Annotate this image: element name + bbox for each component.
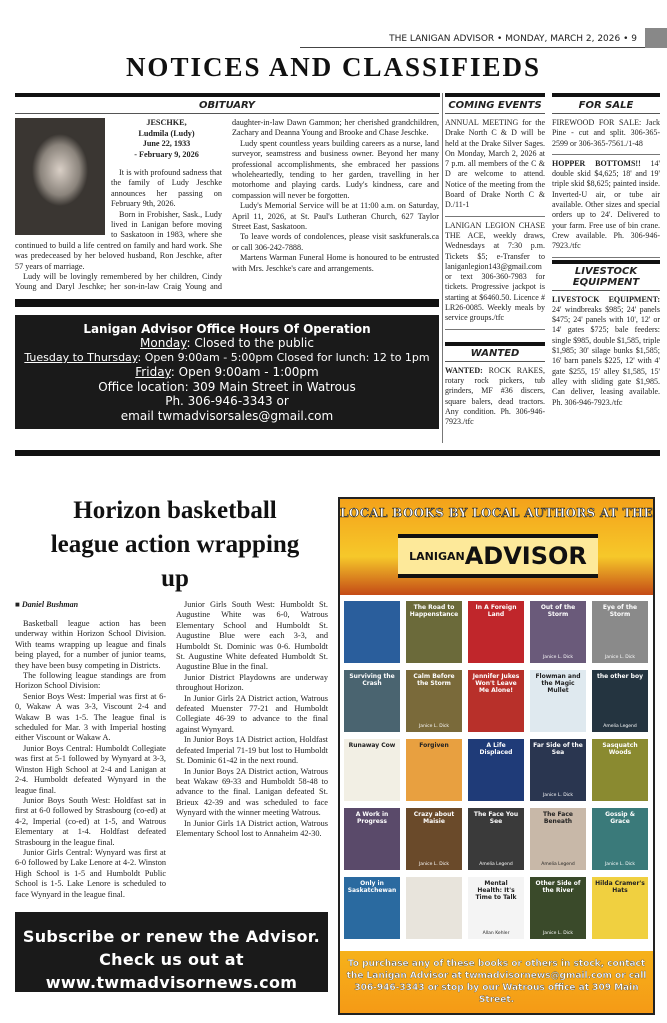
- book-title: Out of the Storm: [540, 604, 576, 618]
- book-cover: [468, 670, 524, 732]
- book-cover: [406, 739, 462, 801]
- book-cover: [592, 877, 648, 939]
- subscribe-banner[interactable]: Subscribe or renew the Advisor. Check us out at www.twmadvisornews.com: [15, 912, 328, 992]
- tuesday-thursday-hours: : Open 9:00am - 5:00pm Closed for lunch: 12 to 1pm: [137, 350, 430, 364]
- birth-date: June 22, 1933: [142, 139, 191, 148]
- surname: JESCHKE,: [146, 118, 187, 127]
- ad-lead: HOPPER BOTTOMS!!: [552, 158, 641, 168]
- for-sale-heading: FOR SALE: [552, 98, 660, 114]
- book-title: A Life Displaced: [479, 742, 513, 756]
- page-tab: [645, 28, 667, 48]
- book-title: Only in Saskatchewan: [347, 880, 397, 894]
- divider: [445, 93, 545, 97]
- article-paragraph: In Junior Girls 2A District action, Watrous defeated Muenster 77-21 and Humboldt Collegiate 46-39 to advance to the final against Wynyard.: [176, 693, 328, 734]
- ad-text: 24' windbreaks $985; 24' panels $475; 24' panels with 10', 12' or 14' gates $725; bale feeders: single $985, double $1,585, triple $1,985; 30' silage bunks $1,585; 16' barn panels $225, 12' with 4' gate $255, 15' alley $1,585, 15' alley with sliding gate $1,985. Can deliver, leasing available. Ph. 306-946-7923./tfc: [552, 304, 660, 407]
- classified-ad: ANNUAL MEETING for the Drake North C & D will be held at the Drake Silver Sages. On Monday, March 2, 2026 at 7 p.m. all members of the C & D are welcome to attend. Notice of the meeting from the Board of Drake North C & D./11-1: [445, 114, 545, 217]
- books-ad-header: [340, 499, 653, 595]
- book-author: Janice L. Dick: [542, 931, 574, 936]
- book-author: Janice L. Dick: [604, 655, 636, 660]
- book-title: A Work in Progress: [355, 811, 389, 825]
- book-title: In A Foreign Land: [475, 604, 517, 618]
- book-author: Janice L. Dick: [604, 862, 636, 867]
- book-author: Amelia Legend: [603, 724, 637, 729]
- book-cover: [530, 739, 586, 801]
- book-author: Janice L. Dick: [542, 655, 574, 660]
- obituary-paragraph: Born in Frobisher, Sask., Ludy lived in Lanigan before moving to Saskatoon in 1983, where she continued to build a life centred on family and hard work. She was predeceased by her beloved husband, Ron Jeschke, after 57 years of marriage.: [15, 209, 222, 271]
- logo-big-text: ADVISOR: [464, 542, 587, 570]
- death-date: - February 9, 2026: [134, 149, 199, 159]
- book-cover: [406, 808, 462, 870]
- byline-name: Daniel Bushman: [21, 600, 79, 609]
- book-cover: [592, 670, 648, 732]
- article-paragraph: In Junior Boys 2A District action, Watrous beat Wakaw 69-33 and Humboldt 58-48 to advance to the final. Lanigan defeated St. Brieux 42-39 and was scheduled to face Wynyard with the winner meeting Watrous.: [176, 766, 328, 818]
- wanted-heading: WANTED: [445, 346, 545, 362]
- left-notices-stack: [15, 98, 439, 429]
- classified-ad: [552, 114, 660, 155]
- book-cover: [406, 670, 462, 732]
- divider: [552, 93, 660, 97]
- book-cover: [468, 601, 524, 663]
- books-ad-headline: LOCAL BOOKS BY LOCAL AUTHORS AT THE: [340, 506, 653, 520]
- book-cover: [344, 808, 400, 870]
- given-name: Ludmila (Ludy): [138, 128, 195, 138]
- ad-lead: WANTED:: [445, 365, 483, 375]
- book-title: The Road to Happenstance: [409, 604, 459, 618]
- livestock-ad: [552, 291, 660, 413]
- book-title: Flowman and the Magic Mullet: [535, 673, 581, 694]
- running-head: THE LANIGAN ADVISOR • MONDAY, MARCH 2, 2026 • 9: [389, 34, 637, 44]
- article-paragraph: Junior District Playdowns are underway throughout Horizon.: [176, 672, 328, 693]
- book-title: Forgiven: [419, 742, 449, 749]
- article-paragraph: Basketball league action has been underway within Horizon School Division. With teams wrapping up league and finals being played, for a number of junior teams, they have been busy competing in Districts.: [15, 619, 166, 670]
- local-books-ad: [338, 497, 655, 1015]
- book-title: Jennifer Jukes Won't Leave Me Alone!: [472, 673, 520, 694]
- book-title: Calm Before the Storm: [413, 673, 455, 687]
- book-cover: [530, 670, 586, 732]
- book-cover: [344, 877, 400, 939]
- book-title: Runaway Cow: [348, 742, 396, 749]
- livestock-heading: LIVESTOCK EQUIPMENT: [552, 264, 660, 291]
- classified-ad: [552, 155, 660, 258]
- divider: [15, 450, 660, 456]
- monday-hours: : Closed to the public: [186, 336, 314, 351]
- book-cover: [592, 739, 648, 801]
- book-cover: [344, 601, 400, 663]
- divider: [15, 93, 440, 97]
- book-author: Janice L. Dick: [418, 724, 450, 729]
- wanted-ad: [445, 362, 545, 433]
- office-phone: Ph. 306-946-3343 or: [165, 394, 289, 409]
- book-cover: [530, 601, 586, 663]
- ad-lead: LIVESTOCK EQUIPMENT:: [552, 294, 660, 304]
- article-paragraph: Senior Boys West: Imperial was first at 6-0, Wakaw A was 3-3, Viscount 2-4 and Wakaw B was 1-5. The league final is scheduled for Mar. 3 with Imperial hosting either Viscount or Wakaw A.: [15, 691, 166, 743]
- logo-small-text: LANIGAN: [409, 549, 465, 563]
- article-paragraph: Junior Boys South West: Holdfast sat in first at 6-0 followed by Strasbourg (co-ed) at 4-2, Imperial (co-ed) at 1-5, and Watrous Elementary at 1-4. Holdfast defeated Strasbourg in the league final.: [15, 795, 166, 847]
- obituary: [15, 98, 439, 293]
- book-title: Sasquatch Woods: [602, 742, 638, 756]
- column-rule: [442, 93, 443, 443]
- article-paragraph: Junior Girls South West: Humboldt St. Augustine White was 6-0, Watrous Elementary School and Humboldt St. Augustine Blue were each 3-3, and Humboldt St. Dominic was 0-6. Humboldt St. Augustine White defeated Humboldt St. Augustine Blue in the final.: [176, 600, 328, 672]
- friday-label: Friday: [135, 365, 171, 380]
- ad-text: FIREWOOD FOR SALE: Jack Pine - cut and split. 306-365-2599 or 306-365-7561./1-48: [552, 118, 660, 148]
- book-title: Far Side of the Sea: [533, 742, 583, 756]
- book-cover: [406, 601, 462, 663]
- book-covers-grid: [344, 601, 650, 939]
- book-cover: [592, 601, 648, 663]
- office-email[interactable]: email twmadvisorsales@gmail.com: [120, 408, 334, 423]
- book-title: Gossip & Grace: [605, 811, 635, 825]
- byline-square-icon: ■: [15, 600, 22, 609]
- coming-events-heading: COMING EVENTS: [445, 98, 545, 114]
- byline: [15, 600, 166, 609]
- article-paragraph: In Junior Girls 1A District action, Watrous Elementary School lost to Annaheim 42-30.: [176, 818, 328, 838]
- header-rule: [300, 47, 645, 48]
- tuesday-thursday-label: Tuesday to Thursday: [24, 350, 138, 364]
- book-author: Allan Kehler: [482, 931, 510, 936]
- book-cover: [592, 808, 648, 870]
- book-title: The Face You See: [473, 811, 519, 825]
- book-cover: [344, 670, 400, 732]
- obituary-body: [15, 118, 439, 293]
- obituary-paragraph: To leave words of condolences, please visit saskfunerals.ca or call 306-242-7888.: [232, 232, 439, 252]
- book-title: Crazy about Maisie: [413, 811, 455, 825]
- book-cover: [530, 877, 586, 939]
- obituary-paragraph: Ludy's Memorial Service will be at 11:00 a.m. on Saturday, April 11, 2026, at St. Paul's Lutheran Church, 627 Taylor Street East, Saskatoon.: [232, 201, 439, 232]
- obituary-heading: OBITUARY: [15, 98, 439, 114]
- book-title: Hilda Cramer's Hats: [595, 880, 645, 894]
- book-author: Janice L. Dick: [542, 793, 574, 798]
- obituary-paragraph: Ludy spent countless years building careers as a nurse, land surveyor, seamstress and business owner. Beyond her many professional accomplishments, she embraced her passions wholeheartedly, tending to her garden, travelling in her motorhome and playing cards. Ludy's kindness, care and compassion will never be forgotten.: [232, 138, 439, 200]
- book-title: Other Side of the River: [535, 880, 581, 894]
- book-author: Amelia Legend: [541, 862, 575, 867]
- book-cover: [468, 877, 524, 939]
- article-paragraph: Junior Boys Central: Humboldt Collegiate was first at 5-1 followed by Wynyard at 3-3, Winston High School at 2-4 and Lanigan at 2-4. Humboldt defeated Wynyard in the league final.: [15, 743, 166, 795]
- book-title: the other boy: [596, 673, 643, 680]
- obituary-photo: [15, 118, 105, 235]
- book-cover: [406, 877, 462, 939]
- ad-text: 14' double skid $4,625; 18' and 19' triple skid $8,625; painted inside. Inverted-U air, or tube air available. Other sizes and special orders up to 24'. Delivered to your farm. Free use of bin crane. Crew available. Ph. 306-946-7923./tfc: [552, 158, 660, 251]
- book-author: Janice L. Dick: [418, 862, 450, 867]
- book-title: Mental Health: It's Time to Talk: [475, 880, 517, 901]
- for-sale: [552, 98, 660, 413]
- book-author: Amelia Legend: [479, 862, 513, 867]
- book-cover: [344, 739, 400, 801]
- monday-label: Monday: [140, 336, 187, 351]
- coming-events: [445, 98, 545, 432]
- article-headline: Horizon basketball league action wrapping up: [50, 497, 300, 592]
- friday-hours: : Open 9:00am - 1:00pm: [170, 365, 319, 380]
- book-title: Surviving the Crash: [349, 673, 395, 687]
- book-cover: [468, 808, 524, 870]
- office-location: Office location: 309 Main Street in Watrous: [98, 379, 356, 394]
- book-cover: [530, 808, 586, 870]
- books-ad-footer: To purchase any of these books or others in stock, contact the Lanigan Advisor at twmadvisornews@gmail.com or call 306-946-3343 or stop by our Watrous office at 309 Main Street.: [340, 951, 653, 1013]
- obituary-paragraph: Martens Warman Funeral Home is honoured to be entrusted with Mrs. Jeschke's care and arrangements.: [232, 253, 439, 273]
- book-title: Eye of the Storm: [602, 604, 638, 618]
- classified-ad: LANIGAN LEGION CHASE THE ACE, weekly draws, Wednesdays at 7:30 p.m. Tickets $5; e-Transfer to laniganlegion143@gmail.com or text 306-360-7983 for tickets. Progressive jackpot is starting at $6460.50. Licence # LR26-0085. Weekly meals by service groups./tfc: [445, 217, 545, 330]
- article-paragraph: Junior Girls Central: Wynyard was first at 6-0 followed by Lake Lenore at 4-2. Winston High School is 1-5 and Humboldt Public School is 1-5. Lake Lenore is scheduled to face Wynyard in the league final.: [15, 847, 166, 899]
- ad-text: ROCK RAKES, rotary rock pickers, tub grinders, MF #36 discers, square balers, dead tractors. Any condition. Ph. 306-946-7923./tfc: [445, 365, 545, 427]
- article-body: [15, 600, 328, 900]
- obituary-paragraph: It is with profound sadness that the family of Ludy Jeschke announces her passing on February 9th, 2026.: [111, 168, 222, 209]
- article-paragraph: In Junior Boys 1A District action, Holdfast defeated Imperial 71-19 but lost to Humboldt St. Dominic 61-42 in the next round.: [176, 735, 328, 766]
- office-hours-title: Lanigan Advisor Office Hours Of Operation: [83, 321, 371, 336]
- obituary-paragraph: Ludy will be lovingly remembered by her children, Cindy Young and Daryl Jeschke; her son-in-law Craig Young and daughter-in-law Dawn Gammon; her cherished grandchildren, Zachary and Deanna Young and Brooke and Chase Jeschke.: [15, 118, 439, 292]
- book-title: The Face Beneath: [543, 811, 573, 825]
- article-paragraph: The following league standings are from Horizon School Division:: [15, 671, 166, 691]
- section-title: NOTICES AND CLASSIFIEDS: [125, 52, 542, 82]
- book-cover: [468, 739, 524, 801]
- divider: [15, 299, 439, 307]
- lanigan-advisor-logo: [398, 534, 598, 578]
- office-hours-box: [15, 315, 439, 429]
